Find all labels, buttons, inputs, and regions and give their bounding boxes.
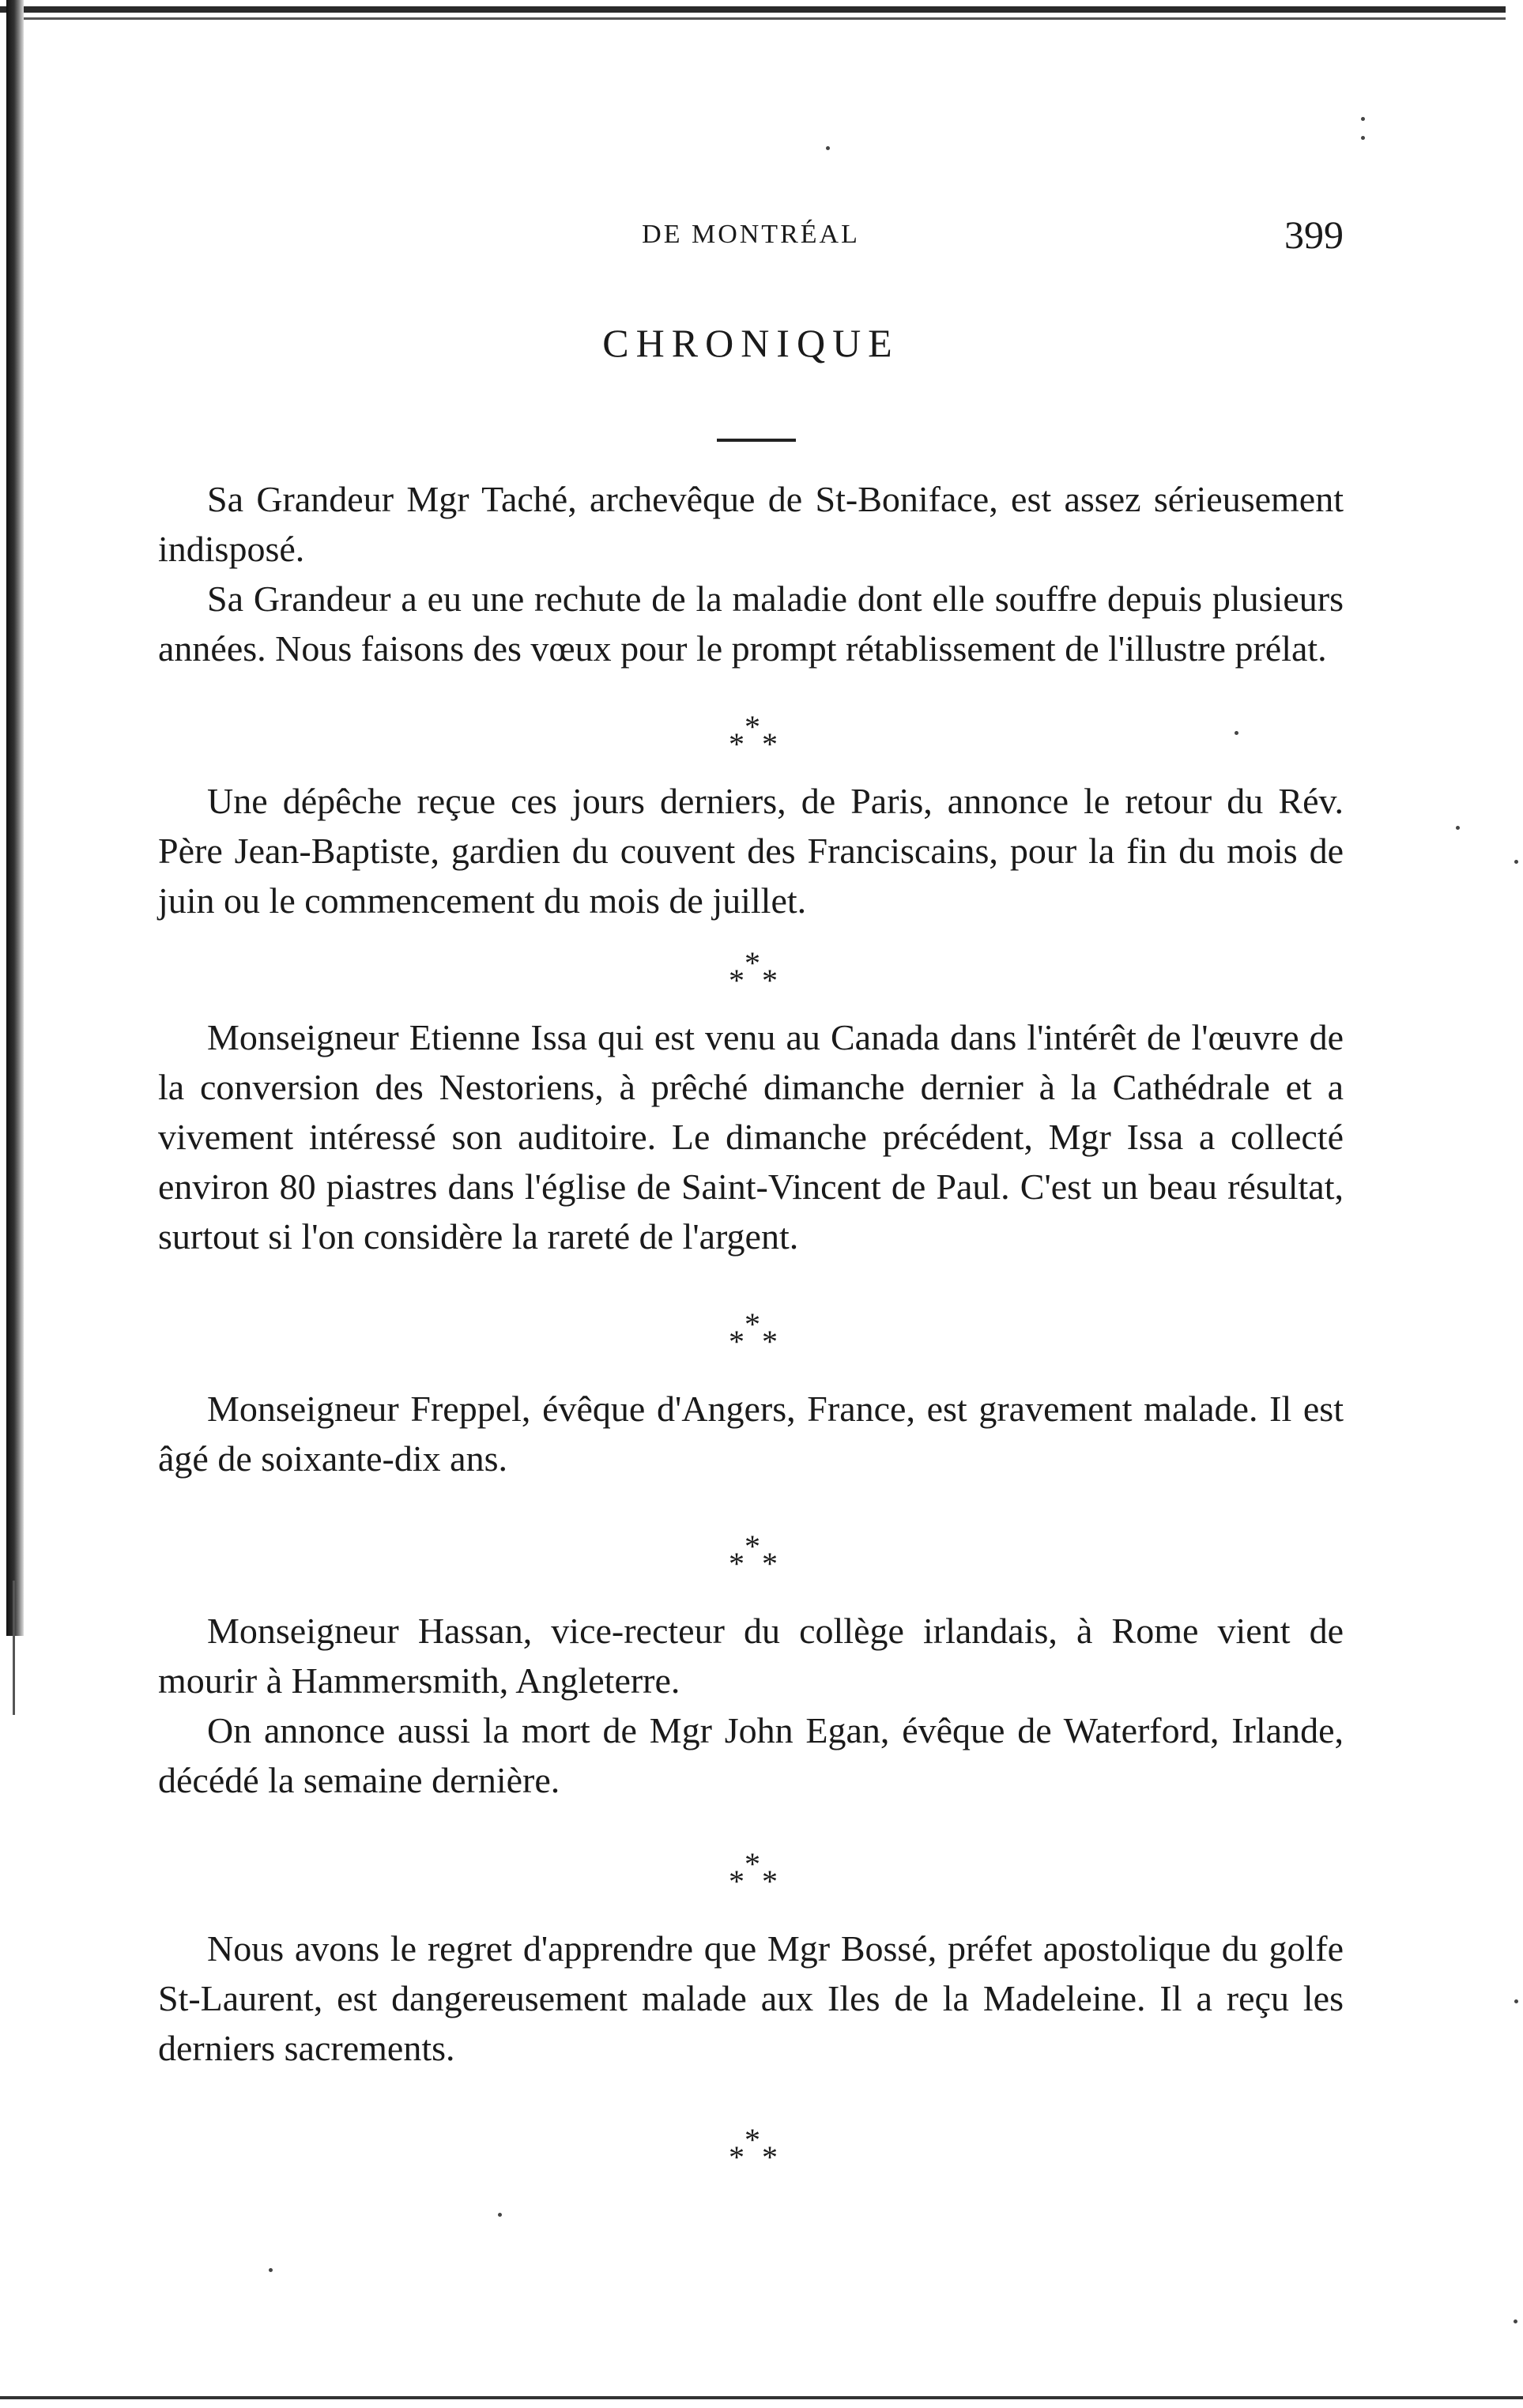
asterisk-glyph: * — [762, 963, 778, 998]
scan-binding-edge — [6, 0, 24, 1636]
asterism-separator — [158, 1483, 1344, 1606]
running-title: DE MONTRÉAL — [642, 220, 860, 249]
paragraph: Une dépêche reçue ces jours derniers, de Paris, annonce le retour du Rév. Père Jean-Baptiste, gardien du couvent des Franciscains, pour la fin du mois de juin ou le commencement du mois de juillet. — [158, 781, 1344, 921]
paragraph: Sa Grandeur a eu une rechute de la maladie dont elle souffre depuis plusieurs années. Nous faisons des vœux pour le prompt rétablissement de l'illustre prélat. — [158, 578, 1344, 669]
asterisk-glyph: * — [762, 1546, 778, 1581]
asterism-separator — [158, 2073, 1344, 2191]
asterisk-glyph: * — [745, 1846, 760, 1882]
asterisk-glyph: * — [745, 945, 760, 981]
scan-speck — [1361, 117, 1365, 121]
scan-speck — [1361, 136, 1365, 140]
asterisk-glyph: * — [745, 2122, 760, 2157]
asterisk-glyph: * — [745, 709, 760, 744]
scan-speck — [1456, 826, 1460, 830]
asterism-separator — [158, 1261, 1344, 1384]
asterisk-glyph: * — [729, 1546, 745, 1581]
scan-speck — [1514, 860, 1518, 864]
asterisk-glyph: * — [729, 2139, 745, 2175]
asterisk-glyph: * — [745, 1528, 760, 1564]
scan-speck — [1514, 1999, 1518, 2003]
asterism-separator — [158, 1805, 1344, 1924]
asterisk-glyph: * — [762, 2139, 778, 2175]
paragraph: Monseigneur Freppel, évêque d'Angers, France, est gravement malade. Il est âgé de soixante-dix ans. — [158, 1389, 1344, 1479]
asterisk-glyph: * — [762, 726, 778, 762]
asterism-separator — [158, 673, 1344, 776]
asterisk-glyph: * — [729, 963, 745, 998]
scan-binding-line — [13, 1581, 15, 1715]
paragraph: On annonce aussi la mort de Mgr John Egan, évêque de Waterford, Irlande, décédé la semaine dernière. — [158, 1710, 1344, 1800]
asterisk-glyph: * — [762, 1324, 778, 1359]
asterisk-glyph: * — [762, 1863, 778, 1899]
chronicle-body — [158, 474, 1344, 2191]
book-page — [158, 0, 1344, 2408]
title-rule — [717, 439, 796, 442]
scan-speck — [1514, 2319, 1517, 2323]
asterisk-glyph: * — [729, 1324, 745, 1359]
asterisk-glyph: * — [745, 1306, 760, 1342]
asterisk-glyph: * — [729, 1863, 745, 1899]
running-head — [158, 212, 1344, 259]
paragraph: Nous avons le regret d'apprendre que Mgr Bossé, préfet apostolique du golfe St-Laurent, est dangereusement malade aux Iles de la Madeleine. Il a reçu les derniers sacrements. — [158, 1928, 1344, 2068]
paragraph: Monseigneur Etienne Issa qui est venu au Canada dans l'intérêt de l'œuvre de la conversion des Nestoriens, à prêché dimanche dernier à la Cathédrale et a vivement intéressé son auditoire. Le dimanche précédent, Mgr Issa a collecté environ 80 piastres dans l'église de Saint-Vincent de Paul. C'est un beau résultat, surtout si l'on considère la rareté de l'argent. — [158, 1017, 1344, 1257]
asterisk-glyph: * — [729, 726, 745, 762]
paragraph: Sa Grandeur Mgr Taché, archevêque de St-Boniface, est assez sérieusement indisposé. — [158, 479, 1344, 569]
asterism-separator — [158, 925, 1344, 1012]
paragraph: Monseigneur Hassan, vice-recteur du collège irlandais, à Rome vient de mourir à Hammersmith, Angleterre. — [158, 1611, 1344, 1701]
page-number: 399 — [1284, 213, 1344, 257]
chapter-title: CHRONIQUE — [602, 321, 899, 365]
